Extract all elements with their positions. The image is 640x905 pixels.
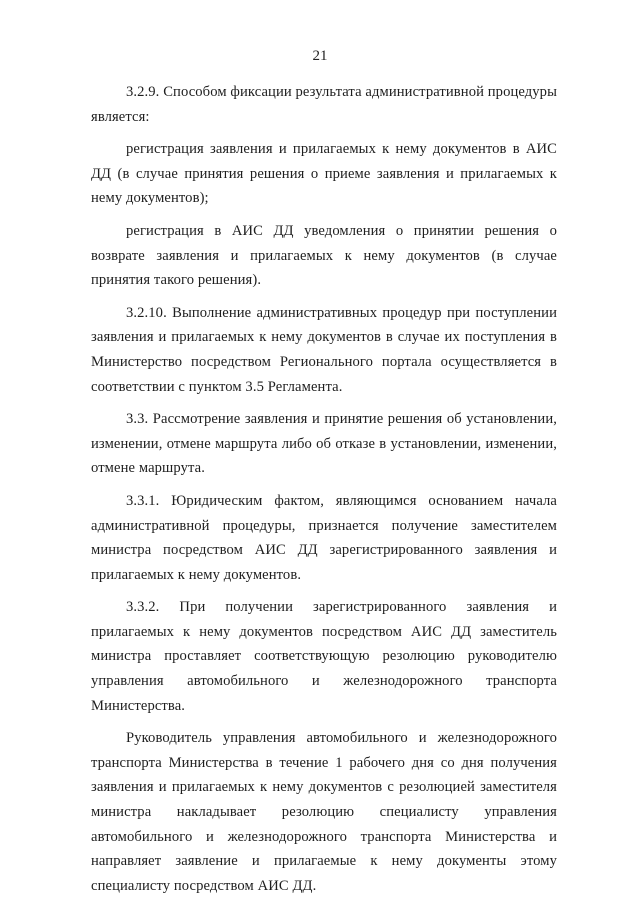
paragraph-spacer xyxy=(91,211,557,219)
page-number: 21 xyxy=(312,48,328,64)
paragraph-spacer xyxy=(91,293,557,301)
document-body xyxy=(91,80,557,898)
paragraph-department-head: Руководитель управления автомобильного и железнодорожного транспорта Министерства в течение 1 рабочего дня со дня получения заявления и прилагаемых к нему документов с резолюцией заместителя министра накладывает резолюцию специалисту управления автомобильного и железнодорожного транспорта Министерства и направляет заявление и прилагаемые к нему документы этому специалисту посредством АИС ДД. xyxy=(91,730,557,894)
paragraph-registration-documents: регистрация заявления и прилагаемых к нему документов в АИС ДД (в случае принятия решения о приеме заявления и прилагаемых к нему документов); xyxy=(91,141,557,207)
paragraph-spacer xyxy=(91,587,557,595)
paragraph-spacer xyxy=(91,129,557,137)
paragraph-3-2-9: 3.2.9. Способом фиксации результата административной процедуры является: xyxy=(91,84,557,125)
paragraph-3-3: 3.3. Рассмотрение заявления и принятие решения об установлении, изменении, отмене маршрута либо об отказе в установлении, изменении, отмене маршрута. xyxy=(91,411,557,477)
paragraph-spacer xyxy=(91,399,557,407)
paragraph-3-3-1: 3.3.1. Юридическим фактом, являющимся основанием начала административной процедуры, признается получение заместителем министра посредством АИС ДД зарегистрированного заявления и прилагаемых к нему документов. xyxy=(91,492,557,583)
paragraph-3-3-2: 3.3.2. При получении зарегистрированного заявления и прилагаемых к нему документов посредством АИС ДД заместитель министра проставляет соответствующую резолюцию руководителю управления автомобильного и железнодорожного транспорта Министерства. xyxy=(91,599,557,714)
paragraph-registration-notice: регистрация в АИС ДД уведомления о принятии решения о возврате заявления и прилагаемых к нему документов (в случае принятия такого решения). xyxy=(91,222,557,289)
paragraph-3-2-10: 3.2.10. Выполнение административных процедур при поступлении заявления и прилагаемых к нему документов в случае их поступления в Министерство посредством Регионального портала осуществляется в соответствии с пунктом 3.5 Регламента. xyxy=(91,304,557,395)
paragraph-spacer xyxy=(91,718,557,726)
paragraph-spacer xyxy=(91,481,557,489)
